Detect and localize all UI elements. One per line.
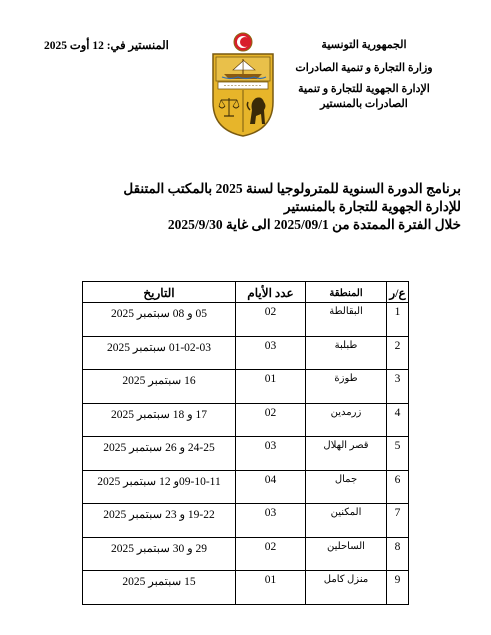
schedule-table [82,281,409,605]
republic-name: الجمهورية التونسية [321,39,407,51]
row-days: 02 [236,403,306,437]
row-date: 09-10-11و 12 سبتمبر 2025 [83,470,236,504]
table-row [83,504,409,538]
row-num: 6 [387,470,409,504]
header-date: التاريخ [83,282,236,303]
row-date: 16 سبتمبر 2025 [83,370,236,404]
row-region: جمال [306,470,387,504]
directorate-name-line2: الصادرات بالمنستير [320,98,408,110]
row-date: 15 سبتمبر 2025 [83,571,236,605]
title-line-2: للإدارة الجهوية للتجارة بالمنستير [284,199,461,214]
row-days: 01 [236,571,306,605]
row-date: 01-02-03 سبتمبر 2025 [83,336,236,370]
issuer-block [279,38,449,112]
title-line-1: برنامج الدورة السنوية للمترولوجيا لسنة 2025 بالمكتب المتنقل [123,181,461,196]
table-row [83,303,409,337]
row-days: 02 [236,303,306,337]
row-date: 24-25 و 26 سبتمبر 2025 [83,437,236,471]
document-title [1,180,461,234]
table-row [83,437,409,471]
row-num: 5 [387,437,409,471]
title-line-3: خلال الفترة الممتدة من 2025/09/1 الى غاية 2025/9/30 [167,217,461,232]
row-days: 03 [236,504,306,538]
row-num: 2 [387,336,409,370]
row-num: 3 [387,370,409,404]
row-date: 17 و 18 سبتمبر 2025 [83,403,236,437]
table-row [83,537,409,571]
header-num: ع/ر [387,282,409,303]
row-days: 02 [236,537,306,571]
row-region: البقالطة [306,303,387,337]
row-days: 04 [236,470,306,504]
row-num: 9 [387,571,409,605]
row-num: 8 [387,537,409,571]
row-region: زرمدين [306,403,387,437]
place-date: المنستير في: 12 أوت 2025 [44,40,169,52]
row-region: طبلبة [306,336,387,370]
row-num: 1 [387,303,409,337]
row-num: 7 [387,504,409,538]
table-row [83,470,409,504]
row-date: 19-22 و 23 سبتمبر 2025 [83,504,236,538]
row-date: 05 و 08 سبتمبر 2025 [83,303,236,337]
row-region: قصر الهلال [306,437,387,471]
table-row [83,571,409,605]
row-days: 01 [236,370,306,404]
row-region: طوزة [306,370,387,404]
row-region: المكنين [306,504,387,538]
ministry-name: وزارة التجارة و تنمية الصادرات [295,62,433,74]
table-row [83,336,409,370]
row-region: الساحلين [306,537,387,571]
tunisia-coat-of-arms-emblem [210,32,276,138]
row-date: 29 و 30 سبتمبر 2025 [83,537,236,571]
row-days: 03 [236,437,306,471]
table-row [83,370,409,404]
row-days: 03 [236,336,306,370]
directorate-name-line1: الإدارة الجهوية للتجارة و تنمية [298,83,430,95]
table-header-row [83,282,409,303]
header-days: عدد الأيام [236,282,306,303]
row-num: 4 [387,403,409,437]
header-region: المنطقة [306,282,387,303]
row-region: منزل كامل [306,571,387,605]
table-row [83,403,409,437]
